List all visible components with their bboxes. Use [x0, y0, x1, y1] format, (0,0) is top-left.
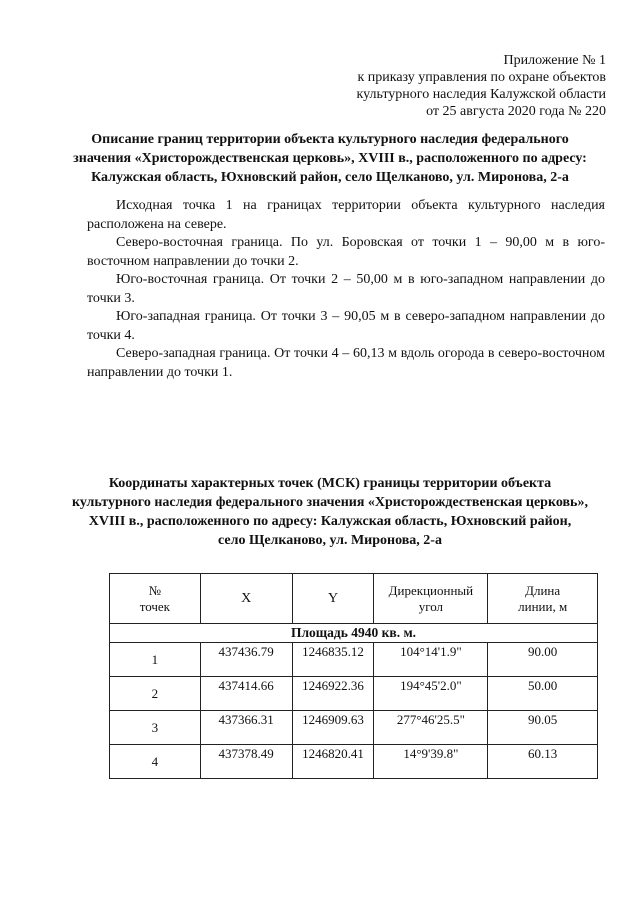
- cell-direction-angle: 14°9'39.8": [374, 745, 488, 779]
- cell-y: 1246922.36: [292, 677, 374, 711]
- paragraph-northwest-boundary: Северо-западная граница. От точки 4 – 60,13 м вдоль огорода в северо-восточном направлении до точки 1.: [87, 346, 605, 380]
- table-row: [110, 643, 598, 677]
- table-row: [110, 711, 598, 745]
- cell-line-length: 60.13: [488, 745, 598, 779]
- appendix-header: [357, 52, 606, 120]
- description-title: [60, 130, 600, 187]
- cell-line-length: 90.05: [488, 711, 598, 745]
- cell-point-number: 3: [110, 711, 201, 745]
- area-value: Площадь 4940 кв. м.: [110, 624, 598, 643]
- header-x: X: [200, 574, 292, 624]
- cell-direction-angle: 104°14'1.9": [374, 643, 488, 677]
- cell-line-length: 90.00: [488, 643, 598, 677]
- coordinates-title: [55, 474, 605, 550]
- header-line-length-line1: Длина: [525, 582, 561, 598]
- header-y: Y: [292, 574, 374, 624]
- header-point-number: [110, 574, 201, 624]
- table-row: [110, 677, 598, 711]
- coordinates-table: [109, 573, 598, 779]
- cell-y: 1246909.63: [292, 711, 374, 745]
- cell-point-number: 1: [110, 643, 201, 677]
- paragraph-start-point: Исходная точка 1 на границах территории объекта культурного наследия расположена на севере.: [87, 198, 605, 232]
- boundary-description: [87, 197, 605, 382]
- appendix-line: от 25 августа 2020 года № 220: [426, 104, 606, 119]
- coordinates-title-line: село Щелканово, ул. Миронова, 2-а: [218, 533, 442, 548]
- header-line-length-line2: линии, м: [518, 598, 568, 614]
- cell-direction-angle: 277°46'25.5": [374, 711, 488, 745]
- coordinates-title-line: культурного наследия федерального значения «Христорождественская церковь»,: [72, 495, 588, 510]
- header-direction-angle: [374, 574, 488, 624]
- header-direction-angle-line2: угол: [418, 598, 444, 614]
- appendix-line: культурного наследия Калужской области: [356, 87, 606, 102]
- header-point-number-line2: точек: [139, 598, 171, 614]
- cell-x: 437414.66: [200, 677, 292, 711]
- description-title-line: значения «Христорождественская церковь», XVIII в., расположенного по адресу:: [73, 151, 587, 166]
- paragraph-northeast-boundary: Северо-восточная граница. По ул. Боровская от точки 1 – 90,00 м в юго-восточном направлении до точки 2.: [87, 235, 605, 269]
- paragraph-southeast-boundary: Юго-восточная граница. От точки 2 – 50,00 м в юго-западном направлении до точки 3.: [87, 272, 605, 306]
- cell-y: 1246835.12: [292, 643, 374, 677]
- appendix-line: Приложение № 1: [503, 53, 606, 68]
- description-title-line: Калужская область, Юхновский район, село Щелканово, ул. Миронова, 2-а: [91, 170, 569, 185]
- description-title-line: Описание границ территории объекта культурного наследия федерального: [91, 132, 569, 147]
- header-line-length: [488, 574, 598, 624]
- cell-line-length: 50.00: [488, 677, 598, 711]
- cell-x: 437366.31: [200, 711, 292, 745]
- coordinates-title-line: Координаты характерных точек (МСК) границы территории объекта: [108, 476, 552, 491]
- cell-x: 437378.49: [200, 745, 292, 779]
- cell-y: 1246820.41: [292, 745, 374, 779]
- table-row: [110, 745, 598, 779]
- coordinates-title-line: XVIII в., расположенного по адресу: Калужская область, Юхновский район,: [88, 514, 572, 529]
- header-point-number-line1: №: [148, 582, 162, 598]
- cell-point-number: 2: [110, 677, 201, 711]
- table-header-row: [110, 574, 598, 624]
- header-direction-angle-line1: Дирекционный: [388, 582, 474, 598]
- cell-direction-angle: 194°45'2.0": [374, 677, 488, 711]
- area-row: [110, 624, 598, 643]
- paragraph-southwest-boundary: Юго-западная граница. От точки 3 – 90,05 м в северо-западном направлении до точки 4.: [87, 309, 605, 343]
- appendix-line: к приказу управления по охране объектов: [357, 70, 606, 85]
- cell-point-number: 4: [110, 745, 201, 779]
- cell-x: 437436.79: [200, 643, 292, 677]
